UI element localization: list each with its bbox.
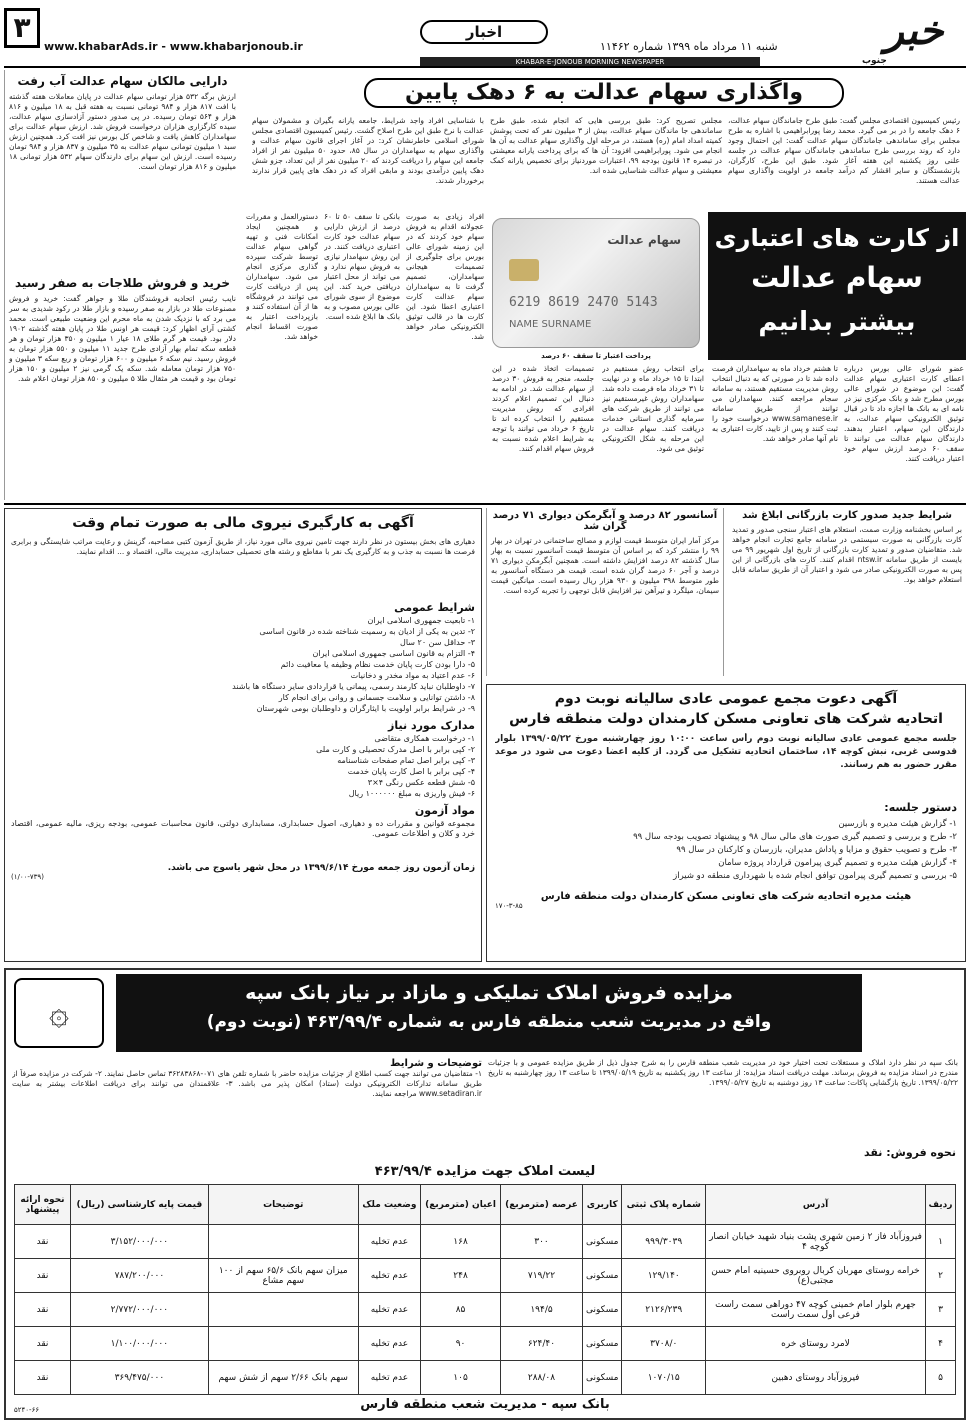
- cell: ۲: [926, 1259, 956, 1293]
- cell: [208, 1225, 358, 1259]
- card-holder: NAME SURNAME: [509, 319, 592, 330]
- card-number: 6219 8619 2470 5143: [509, 295, 658, 310]
- cell: نقد: [15, 1259, 71, 1293]
- feature-credit-card: [244, 212, 966, 500]
- col-header: توضیحات: [208, 1185, 358, 1225]
- coop-ad-code: ۱۷۰-۳-۸۵: [495, 902, 523, 910]
- hiring-docs-title: مدارک مورد نیاز: [388, 719, 475, 732]
- hiring-doc: ۳- کپی برابر اصل تمام صفحات شناسنامه: [337, 756, 475, 765]
- hiring-condition: ۳- حداقل سن ۲۰ سال: [400, 638, 475, 647]
- cell: مسکونی: [582, 1361, 621, 1395]
- feature-col-e: افراد زیادی به صورت عجولانه اقدام به فروش سهام خود کردند که در این زمینه شورای عالی بورس برای جلوگیری از تصمیمات هیجانی سهامداران، تصمیم گرفت تا به سهامداران سهام عدالت کارت اعتباری اعطا شود. این کارت ها در قالب توثیق الکترونیکی صادر خواهد شد.: [406, 212, 484, 341]
- col-header: وضعیت ملک: [358, 1185, 420, 1225]
- cell: ۸۵: [421, 1293, 501, 1327]
- hiring-conditions-list: [11, 616, 475, 715]
- cell: ۲۴۸: [421, 1259, 501, 1293]
- issue-date: شنبه ۱۱ مرداد ماه ۱۳۹۹ شماره ۱۱۴۶۲: [600, 40, 778, 53]
- hiring-exam-title: مواد آزمون: [414, 804, 475, 817]
- feature-headline-1: از کارت های اعتباری: [714, 224, 960, 252]
- cell: لامرد روستای خره: [706, 1327, 926, 1361]
- cell: ۱/۱۰۰/۰۰۰/۰۰۰: [71, 1327, 209, 1361]
- cell: عدم تخلیه: [358, 1259, 420, 1293]
- feature-col-a: عضو شورای عالی بورس درباره اعطای کارت اعتباری سهام عدالت گفت: این موضوع در شورای عالی بورس مطرح شد و بانک مرکزی نیز در نامه ای به بانک ها اجازه داد تا در قبال توثیق الکترونیکی سهام عدالت، به دارندگان این سهام، اعتبار بدهند. دارندگان سهام عدالت می توانند تا سقف ۶۰ درصد ارزش سهام خود اعتبار دریافت کنند.: [844, 364, 964, 463]
- lead-column-1: رئیس کمیسیون اقتصادی مجلس گفت: طبق طرح جاماندگان سهام عدالت، ۶ دهک جامعه را در بر می گیرد. محمد رضا پورابراهیمی با اشاره به طرح مجلس برای ساماندهی جاماندگان سهام عدالت گفت: این احتمال وجود دارد که روند بررسی طرح ساماندهی جاماندگان سهام عدالت در جلسه علنی روز یکشنبه این هفته آغاز شود. طبق این طرح، کارگران، بازنشستگان و سایر اقشار کم درآمد جامعه در اولویت واگذاری سهام عدالت هستند.: [728, 116, 960, 185]
- hiring-condition: ۴- التزام به قانون اساسی جمهوری اسلامی ایران: [312, 649, 475, 658]
- table-row: [15, 1293, 956, 1327]
- emblem-icon: ۞: [14, 978, 104, 1048]
- cell: مسکونی: [582, 1225, 621, 1259]
- feature-headline-block: [708, 212, 966, 360]
- cell: نقد: [15, 1293, 71, 1327]
- auction-headline-1: مزایده فروش املاک تملیکی و مازاد بر نیاز بانک سپه: [245, 982, 733, 1004]
- cell: ۳/۱۵۲/۰۰۰/۰۰۰: [71, 1225, 209, 1259]
- cell: فیروزآباد فاز ۲ زمین شهری پشت بنیاد شهید خیابان انصار کوچه ۴: [706, 1225, 926, 1259]
- col-header: کاربری: [582, 1185, 621, 1225]
- auction-notes: [12, 1058, 482, 1158]
- lead-column-2: مجلس تصریح کرد: طبق بررسی هایی که انجام شده، طبق طرح ساماندهی جا ماندگان سهام عدالت، بیش از ۳ میلیون نفر که تحت پوشش کمیته امداد امام (ره) هستند، در مرحله اول واگذاری سهام عدالت به آن ها انجام می شود. پورابراهیمی افزود: آن ها که برای پرداخت یارانه معیشتی در تبصره ۱۴ قانون بودجه ۹۹، اعتبارات موردنیاز برای تخصیص یارانه کمک معیشتی و سهام عدالت شناسایی شده اند.: [490, 116, 722, 175]
- section-rule: [4, 503, 966, 505]
- side1-headline: دارایی مالکان سهام عدالت آب رفت: [17, 74, 228, 88]
- col-header: عرصه (مترمربع): [501, 1185, 583, 1225]
- cell: ۱۰۵: [421, 1361, 501, 1395]
- coop-agenda-item: ۴- گزارش هیئت مدیره و تصمیم گیری پیرامون قرارداد پروژه سامان: [718, 858, 957, 868]
- cell: ۳۰۰: [501, 1225, 583, 1259]
- cell: نقد: [15, 1327, 71, 1361]
- hiring-doc: ۶- فیش واریزی به مبلغ ۱۰۰۰۰۰۰ ریال: [348, 789, 475, 798]
- table-row: [15, 1259, 956, 1293]
- cell: عدم تخلیه: [358, 1327, 420, 1361]
- registry-headline: شرایط جدید صدور کارت بازرگانی ابلاغ شد: [742, 510, 952, 521]
- col-header: قیمت پایه کارشناسی (ریال): [71, 1185, 209, 1225]
- cell: ۳۷۰۸/۰: [622, 1327, 706, 1361]
- coop-agenda-item: ۲- طرح و بررسی و تصمیم گیری صورت های مالی سال ۹۸ و پیشنهاد تصویب بودجه سال ۹۹: [633, 832, 957, 842]
- cell: عدم تخلیه: [358, 1225, 420, 1259]
- cell: ۲/۷۷۲/۰۰۰/۰۰۰: [71, 1293, 209, 1327]
- auction-ad-code: ۵۲۴۰-۶۶: [14, 1406, 40, 1414]
- auction-intro: بانک سپه در نظر دارد املاک و مستغلات تحت اختیار خود در مدیریت شعب منطقه فارس را به شرح جدول ذیل از طریق مزایده عمومی و با جزئیات مندرج در اسناد مزایده به فروش برساند. مهلت دریافت اسناد مزایده: از ساعت ۱۳ روز یکشنبه به تاریخ ۱۳۹۹/۰۵/۱۹ تا ساعت ۱۳ روز چهارشنبه به تاریخ ۱۳۹۹/۰۵/۲۲. تاریخ بازگشایی پاکات: ساعت ۱۳ روز دوشنبه به تاریخ ۱۳۹۹/۰۵/۲۷.: [488, 1058, 958, 1087]
- card-brand: سهام عدالت: [607, 233, 681, 247]
- col-header: آدرس: [706, 1185, 926, 1225]
- feature-col-c: برای انتخاب روش مستقیم در ابتدا تا ۱۵ خرداد ماه و در نهایت تا ۳۱ خرداد ماه فرصت داده شد. سهامداران روش غیرمستقیم نیز می توانند از طریق شرکت های سرمایه گذاری استانی خدمات دریافت کنند. سهام عدالت در این مرحله به شکل الکترونیکی توثیق می شود.: [602, 364, 704, 453]
- cell: ۲۸۸/۰۸: [501, 1361, 583, 1395]
- cell: ۱: [926, 1225, 956, 1259]
- cell: سهم بانک ۲/۶۶ سهم از شش سهم: [208, 1361, 358, 1395]
- cell: ۳: [926, 1293, 956, 1327]
- col-header: نحوه ارائه پیشنهاد: [15, 1185, 71, 1225]
- feature-col-g: دستورالعمل و مقررات و همچنین ایجاد امکانات فنی و تهیه گواهی سهام عدالت توسط شرکت سپرده گذاری مرکزی انجام می شود. سهامداران پس از دریافت کارت می توانند در فروشگاه ها از آن استفاده کنند و بازپرداخت اعتبار به صورت اقساط انجام خواهد شد.: [246, 212, 318, 341]
- feature-headline-3: بیشتر بدانیم: [758, 307, 916, 337]
- table-row: [15, 1361, 956, 1395]
- coop-intro: جلسه مجمع عمومی عادی سالیانه نوبت دوم رأس ساعت ۱۰:۰۰ روز چهارشنبه مورخ ۱۳۹۹/۰۵/۲۲ بلوار قدوسی غربی، نبش کوچه ۱۴، ساختمان اتحادیه تشکیل می گردد. از کلیه اعضا دعوت می شود در موعد مقرر حضور به هم رسانند.: [495, 734, 957, 770]
- cell: عدم تخلیه: [358, 1293, 420, 1327]
- cell: ۱۹۴/۵: [501, 1293, 583, 1327]
- auction-footer: بانک سپه - مدیریت شعب منطقه فارس: [360, 1397, 610, 1412]
- lead-story: [244, 70, 966, 210]
- auction-notes-title: توضیحات و شرایط: [390, 1058, 482, 1069]
- left-sidebar: [4, 70, 240, 500]
- coop-signature: هیئت مدیره اتحادیه شرکت های تعاونی مسکن کارمندان دولت منطقه فارس: [540, 891, 912, 902]
- cell: [208, 1327, 358, 1361]
- hiring-headline: آگهی به کارگیری نیروی مالی به صورت تمام وقت: [72, 515, 414, 531]
- website-urls[interactable]: www.khabarAds.ir - www.khabarjonoub.ir: [44, 40, 303, 53]
- coop-agenda-item: ۵- بررسی و تصمیم گیری پیرامون توافق انجام شده با شهرداری منطقه دو شیراز: [673, 871, 957, 881]
- hiring-docs-list: [11, 734, 475, 800]
- cell: ۱۶۸: [421, 1225, 501, 1259]
- side2-headline: خرید و فروش طلاجات به صفر رسید: [14, 276, 231, 290]
- hiring-condition: ۱- تابعیت جمهوری اسلامی ایران: [367, 616, 475, 625]
- hiring-doc: ۲- کپی برابر با اصل مدرک تحصیلی و کارت ملی: [316, 745, 475, 754]
- cell: عدم تخلیه: [358, 1361, 420, 1395]
- payment-method: نحوه فروش: نقد: [864, 1146, 956, 1159]
- cell: مسکونی: [582, 1293, 621, 1327]
- hiring-ad: [4, 508, 482, 962]
- property-list-title: لیست املاک جهت مزایده ۴۶۳/۹۹/۴: [374, 1164, 596, 1179]
- cell: ۷۸۷/۲۰۰/۰۰۰: [71, 1259, 209, 1293]
- auction-headline-2: واقع در مدیریت شعب منطقه فارس به شماره ۴۶۳/۹۹/۴ (نوبت دوم): [206, 1012, 772, 1032]
- cell: ۲۱۲۶/۲۳۹: [622, 1293, 706, 1327]
- hiring-exam-body: مجموعه قوانین و مقررات ده و دهیاری، اصول حسابداری، مسابداری دولتی، قانون محاسبات عمومی، بودجه ریزی، مالیه عمومی، اقتصاد خرد و کلان و اطلاعات عمومی.: [11, 819, 475, 838]
- prices-body: مرکز آمار ایران متوسط قیمت لوازم و مصالح ساختمانی در تهران در بهار ۹۹ را منتشر کرد که بر اساس آن متوسط قیمت آسانسور نسبت به بهار سال گذشته ۸۲ درصد افزایش داشته است. همچنین آبگرمکن دیواری ۷۱ درصد و آجر ۶۰ درصد گران شده است. قیمت هر دستگاه آسانسور به طور متوسط ۳۹۸ میلیون و ۹۳۰ هزار ریال رسیده است. میانگین قیمت سیمان، میلگرد و تیرآهن نیز افزایش قابل توجهی را تجربه کرده است.: [491, 536, 720, 595]
- cell: خرامه روستای مهربان کربال روبروی حسینیه امام حسن مجتبی(ع): [706, 1259, 926, 1293]
- masthead: [0, 0, 970, 66]
- coop-agenda-item: ۳- طرح و تصویب حقوق و مزایا و پاداش مدیران، بازرسان و کارکنان در سال ۹۹: [676, 845, 957, 855]
- newspaper-logo: خبر جنوب: [862, 6, 966, 56]
- hiring-doc: ۴- کپی برابر با اصل کارت پایان خدمت: [347, 767, 475, 776]
- cell: ۶۲۴/۴۰: [501, 1327, 583, 1361]
- hiring-condition: ۲- تدین به یکی از ادیان به رسمیت شناخته شده در قانون اساسی: [259, 627, 475, 636]
- coop-agenda-title: دستور جلسه:: [884, 801, 957, 814]
- hiring-intro: دهیاری های بخش بیستون در نظر دارند جهت تامین نیروی مالی مورد نیاز، از طریق آزمون کتبی مصاحبه، گزینش و رعایت مراتب شایستگی و برابری فرصت ها نسبت به جذب و به کارگیری یک نفر با مقاطع و رشته های تحصیلی حسابداری، مدیریت مالی، اقتصاد و ... اقدام نمایند.: [11, 537, 475, 556]
- property-table: [14, 1184, 956, 1395]
- card-caption: پرداخت اعتبار تا سقف ۶۰ درصد: [541, 352, 651, 360]
- coop-headline-1: آگهی دعوت مجمع عمومی عادی سالیانه نوبت دوم: [554, 691, 898, 707]
- cell: ۴: [926, 1327, 956, 1361]
- hiring-exam-date: زمان آزمون روز جمعه مورخ ۱۳۹۹/۶/۱۴ در محل شهر یاسوج می باشد.: [167, 863, 475, 873]
- hiring-doc: ۵- شش قطعه عکس رنگی ۴×۳: [367, 778, 475, 787]
- registry-body: بر اساس بخشنامه وزارت صمت، استعلام های اعتبار سنجی صدور و تمدید کارت بازرگانی به صورت سیستمی در سامانه جامع تجارت انجام خواهد شد. متقاضیان صدور و تمدید کارت بازرگانی از تاریخ اول شهریور ۹۹ می بایست از طریق سامانه ntsw.ir اقدام کنند. کارت های بازرگانی از این پس به صورت الکترونیکی صادر می شود و اعتبار آن از طریق سامانه قابل استعلام خواهد بود.: [732, 525, 963, 584]
- cell: [208, 1293, 358, 1327]
- auction-notes-body: ۱- متقاضیان می توانند جهت کسب اطلاع از جزئیات مزایده حاضر با شماره تلفن های ۰۷۱-۳۶۲۸۳۸۶۸ تماس حاصل نمایند. ۲- شرکت در مزایده صرفاً از طریق سامانه تدارکات الکترونیکی دولت (ستاد) امکان پذیر می باشد. ۳- علاقمندان می توانند برای دریافت اطلاعات بیشتر به سایت www.setadiran.ir مراجعه نمایند.: [12, 1069, 482, 1098]
- hiring-condition: ۷- داوطلبان نباید کارمند رسمی، پیمانی یا قراردادی سایر دستگاه ها باشند: [232, 682, 475, 691]
- cell: جهرم بلوار امام خمینی کوچه ۴۷ دوراهی سمت راست فرعی اول سمت راست: [706, 1293, 926, 1327]
- cell: میزان سهم بانک ۶۵/۶ سهم از ۱۰۰ سهم مشاع: [208, 1259, 358, 1293]
- hiring-condition: ۸- داشتن توانایی و سلامت جسمانی و روانی برای انجام کار: [278, 693, 475, 702]
- cell: ۹۹۹/۳۰۳۹: [622, 1225, 706, 1259]
- chip-icon: [509, 259, 539, 281]
- cell: ۱۲۹/۱۴۰: [622, 1259, 706, 1293]
- cell: مسکونی: [582, 1327, 621, 1361]
- hiring-ad-code: (۱/۰۰-۷۳۹): [11, 873, 44, 881]
- feature-col-f: بانکی تا سقف ۵۰ تا ۶۰ درصد از ارزش دارایی سهام عدالت خود کارت اعتباری دریافت کنند. در این روش سهامدار نیازی به فروش سهام ندارد و می تواند از محل اعتبار دریافتی خرید کند. این موضوع از سوی شورای عالی بورس مصوب و به بانک ها ابلاغ شده است.: [324, 212, 400, 321]
- hiring-conditions-title: شرایط عمومی: [394, 601, 475, 614]
- logo-sub: جنوب: [862, 56, 887, 66]
- lead-headline: واگذاری سهام عدالت به ۶ دهک پایین: [364, 78, 844, 108]
- hiring-condition: ۶- عدم اعتیاد به مواد مخدر و دخانیات: [350, 671, 475, 680]
- col-header: شماره پلاک ثبتی: [622, 1185, 706, 1225]
- table-row: [15, 1225, 956, 1259]
- cell: نقد: [15, 1225, 71, 1259]
- cell: ۳۶۹/۴۷۵/۰۰۰: [71, 1361, 209, 1395]
- side2-body: نایب رئیس اتحادیه فروشندگان طلا و جواهر گفت: خرید و فروش مصنوعات طلا در بازار به صفر رسیده و بازار طلا در رکود شدیدی به سر می برد که با نزدیک شدن به ماه محرم این وضعیت طبیعی است. محمد کشتی آرای اظهار کرد: قیمت هر اونس طلا در پایان هفته گذشته ۱۹۰۲ دلار بود. قیمت هر گرم طلای ۱۸ عیار ۱ میلیون و ۳۵۰ هزار تومان و هر قطعه سکه تمام بهار آزادی طرح جدید ۱۱ میلیون و ۵۵۰ هزار تومان به فروش رسید. نیم سکه ۶ میلیون و ۶۰۰ هزار تومان و ربع سکه ۳ میلیون و ۷۵۰ هزار تومان معامله شد. سکه یک گرمی نیز ۲ میلیون و ۱۵۰ هزار تومان بود و قیمت هر مثقال طلا ۵ میلیون و ۸۵۰ هزار تومان اعلام شد.: [9, 294, 237, 383]
- feature-col-d: تصمیمات اتخاذ شده در این جلسه، منجر به فروش ۳۰ درصد از سهام عدالت شد. در ادامه به دنبال این تصمیم اعلام کردند افرادی که روش مدیریت مستقیم را انتخاب کرده اند تا تاریخ ۶ خرداد می توانند با توجه به شرایط اعلام شده نسبت به فروش سهام اقدام کنند.: [492, 364, 594, 453]
- lead-column-3: با شناسایی افراد واجد شرایط، جامعه یارانه بگیران و مشمولان سهام عدالت با نرخ طبق این طرح اصلاح گشت. رئیس کمیسیون اقتصادی مجلس شورای اسلامی خاطرنشان کرد: در آغاز اجرای قانون سهام عدالت و واگذاری سهام به سهامداران در سال ۸۵، حدود ۵۰ میلیون نفر از افراد جامعه این سهام را دریافت کردند که ۲۰ میلیون نفر از این تعداد، جزو شش دهک پایین درآمدی بودند و مابقی افراد که در دهک های پایین قرار ندارند برخوردار شدند.: [252, 116, 484, 185]
- section-label: اخبار: [420, 20, 548, 44]
- table-row: [15, 1327, 956, 1361]
- hiring-doc: ۱- درخواست همکاری متقاضی: [374, 734, 475, 743]
- coop-headline-2: اتحادیه شرکت های تعاونی مسکن کارمندان دولت منطقه فارس: [509, 711, 943, 727]
- col-header: ردیف: [926, 1185, 956, 1225]
- credit-card-image: [492, 218, 700, 348]
- bank-auction-ad: [4, 968, 966, 1420]
- cell: ۱۰۷۰/۱۵: [622, 1361, 706, 1395]
- cell: ۵: [926, 1361, 956, 1395]
- hiring-condition: ۵- دارا بودن کارت پایان خدمت نظام وظیفه یا معافیت دائم: [280, 660, 475, 669]
- feature-headline-2: سهام عدالت: [751, 261, 923, 294]
- cell: ۷۱۹/۲۲: [501, 1259, 583, 1293]
- col-header: اعیان (مترمربع): [421, 1185, 501, 1225]
- cell: نقد: [15, 1361, 71, 1395]
- auction-title-block: [116, 974, 862, 1052]
- cell: فیروزآباد روستای دهبین: [706, 1361, 926, 1395]
- cell: مسکونی: [582, 1259, 621, 1293]
- registry-news: [728, 508, 966, 676]
- side1-body: ارزش برگه ۵۳۲ هزار تومانی سهام عدالت در پایان معاملات هفته گذشته با افت ۸۱۷ هزار و ۹۸۴ تومانی نسبت به هفته قبل به ۱۸ میلیون و ۸۱۶ هزار و ۵۶۴ تومان رسیده. در پی صدور دستور آزادسازی سهام عدالت، سیده کارگزاری هزاران درخواست فروش شد. ارزش سهام عدالت برای سهامداران کاهش یافت و شاخص کل بورس نیز افت کرد. همچنین ارزش سبد ۱ میلیون تومانی سهام عدالت به ۳۵ میلیون و ۸۳۷ هزار و ۹۸۴ تومان رسیده است. ارزش این سهام برای دارندگان سهام ۵۳۲ هزار تومانی ۱۸ میلیون و ۸۱۶ هزار تومان است.: [9, 92, 237, 171]
- feature-col-b: تا هشتم خرداد ماه به سهامداران فرصت داده شد تا در صورتی که به دنبال انتخاب روش مدیریت مستقیم هستند، به سامانه سجام مراجعه کنند. سهامداران می توانند از طریق سامانه www.samanese.ir درخواست خود را ثبت کنند و پس از تایید، کارت اعتباری به نام آنها صادر خواهد شد.: [712, 364, 838, 443]
- masthead-rule: [4, 66, 966, 68]
- hiring-condition: ۹- در شرایط برابر اولویت با ایثارگران و داوطلبان بومی شهرستان: [256, 704, 475, 713]
- prices-headline: آسانسور ۸۲ درصد و آبگرمکن دیواری ۷۱ درصد گران شد: [492, 510, 718, 532]
- prices-news: [486, 508, 724, 676]
- cell: ۹۰: [421, 1327, 501, 1361]
- masthead-ribbon: KHABAR-E-JONOUB MORNING NEWSPAPER: [420, 57, 760, 67]
- coop-agenda-item: ۱- گزارش هیئت مدیره و بازرسین: [838, 819, 957, 829]
- page-number: ۳: [4, 8, 40, 48]
- cooperative-ad: [486, 684, 966, 962]
